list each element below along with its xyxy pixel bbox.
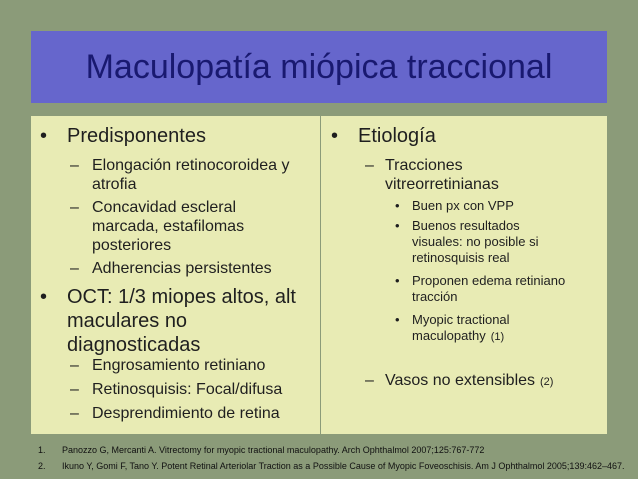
dash-icon: – xyxy=(70,157,79,174)
references xyxy=(0,438,638,479)
left-bullet-predisponentes xyxy=(40,124,310,148)
bullet-dot-icon: • xyxy=(395,198,400,213)
bullet-text: Buenos resultados visuales: no posible si retinosquisis real xyxy=(412,218,539,265)
bullet-text: OCT: 1/3 miopes altos, alt maculares no diagnosticadas xyxy=(67,286,296,356)
right-subsub-buen-px xyxy=(395,198,595,214)
dash-icon: – xyxy=(70,405,79,422)
bullet-text: Adherencias persistentes xyxy=(92,260,272,277)
slide-title: Maculopatía miópica traccional xyxy=(85,48,553,86)
bullet-text: Desprendimiento de retina xyxy=(92,405,280,422)
dash-icon: – xyxy=(365,372,374,389)
left-subbullet-desprendimiento xyxy=(70,404,310,423)
bullet-text: Proponen edema retiniano tracción xyxy=(412,273,566,304)
reference-marker: (2) xyxy=(540,376,554,388)
left-subbullet-engrosamiento xyxy=(70,356,310,375)
bullet-text: Etiología xyxy=(358,125,436,147)
myopic-text: Myopic tractional maculopathy xyxy=(412,312,510,343)
bullet-text: Tracciones vitreorretinianas xyxy=(385,157,499,193)
left-bullet-oct xyxy=(40,285,310,357)
bullet-text: Predisponentes xyxy=(67,125,206,147)
bullet-text: Concavidad escleral marcada, estafilomas posteriores xyxy=(92,199,245,254)
left-subbullet-retinosquisis xyxy=(70,380,310,399)
vasos-text: Vasos no extensibles xyxy=(385,372,536,389)
reference-number: 1. xyxy=(38,445,46,455)
bullet-text: Engrosamiento retiniano xyxy=(92,357,266,374)
bullet-dot-icon: • xyxy=(395,312,400,327)
bullet-text: Elongación retinocoroidea y atrofia xyxy=(92,157,290,193)
reference-text: Panozzo G, Mercanti A. Vitrectomy for myopic tractional maculopathy. Arch Ophthalmol 2007;125:767-772 xyxy=(62,445,485,455)
dash-icon: – xyxy=(70,199,79,216)
reference-text: Ikuno Y, Gomi F, Tano Y. Potent Retinal Arteriolar Traction as a Possible Cause of Myopic Foveoschisis. Am J Ophthalmol 2005;139:462–467. xyxy=(62,461,625,471)
dash-icon: – xyxy=(70,357,79,374)
dash-icon: – xyxy=(70,260,79,277)
left-subbullet-adherencias xyxy=(70,259,310,278)
left-subbullet-concavidad xyxy=(70,198,310,255)
bullet-dot-icon: • xyxy=(40,125,48,147)
right-bullet-etiologia xyxy=(331,124,591,148)
dash-icon: – xyxy=(365,157,374,174)
bullet-text: Retinosquisis: Focal/difusa xyxy=(92,381,283,398)
left-subbullet-elongacion xyxy=(70,156,310,194)
bullet-text xyxy=(412,312,587,345)
bullet-text: Buen px con VPP xyxy=(412,198,514,213)
right-subbullet-tracciones xyxy=(365,156,595,194)
reference-marker: (1) xyxy=(490,331,505,343)
right-subsub-proponen xyxy=(395,273,595,305)
right-subbullet-vasos xyxy=(365,371,595,390)
reference-number: 2. xyxy=(38,461,46,471)
bullet-text xyxy=(385,371,595,392)
bullet-dot-icon: • xyxy=(331,125,339,147)
bullet-dot-icon: • xyxy=(395,218,400,233)
bullet-dot-icon: • xyxy=(40,286,48,308)
bullet-dot-icon: • xyxy=(395,273,400,288)
dash-icon: – xyxy=(70,381,79,398)
right-subsub-buenos-resultados xyxy=(395,218,595,266)
right-subsub-myopic xyxy=(395,312,595,344)
